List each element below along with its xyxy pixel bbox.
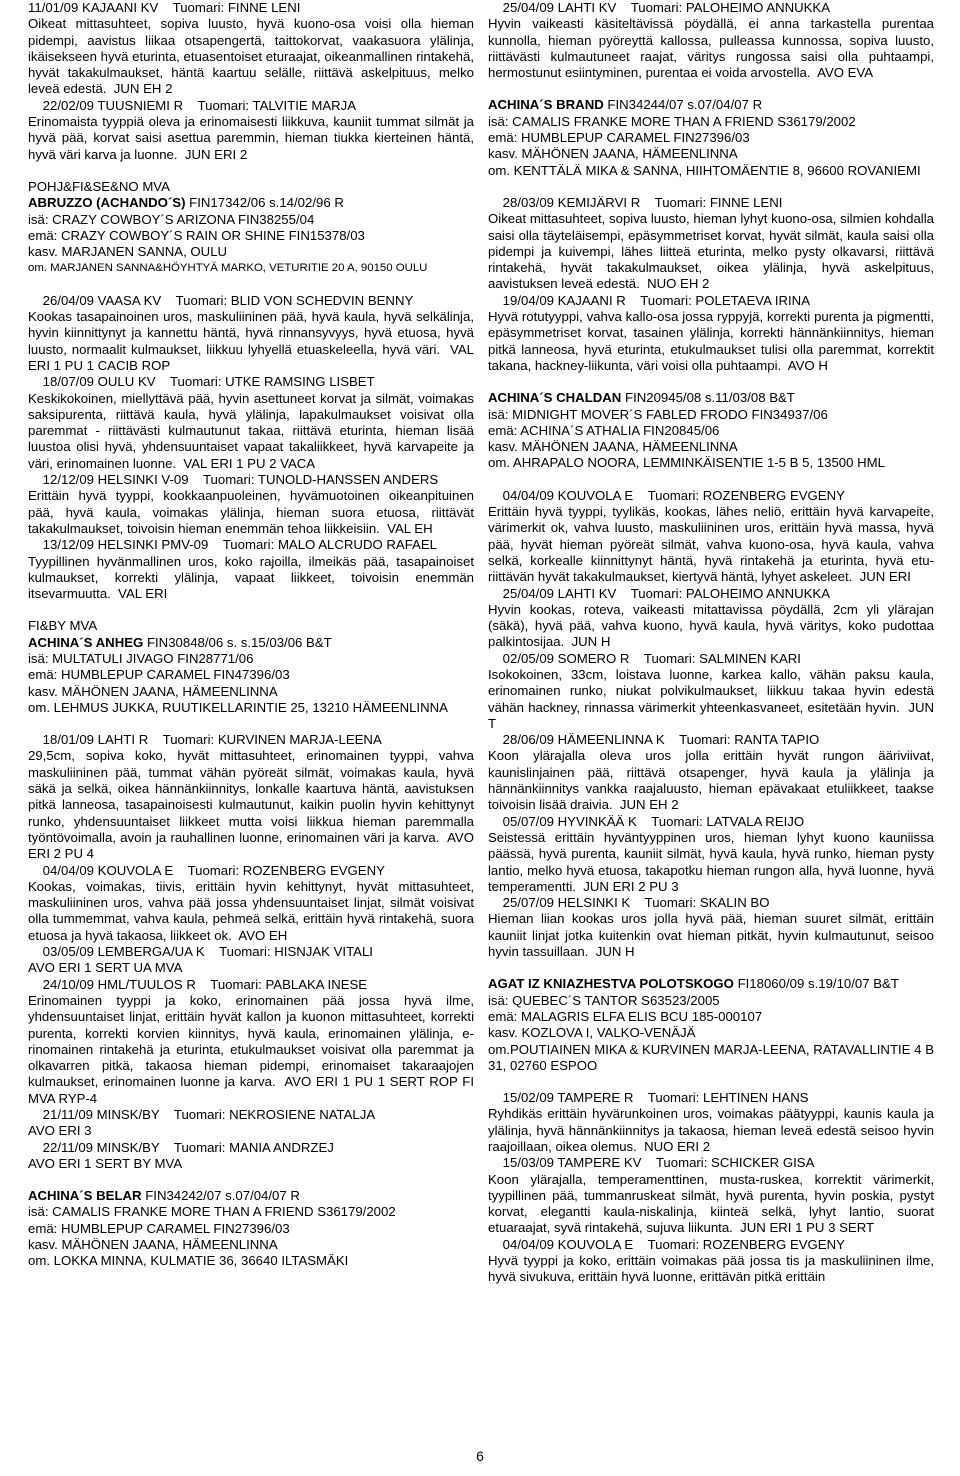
text-line: Isokokoinen, 33cm, loistava luonne, karkea kallo, vähän paksu kaula, erinomainen runko, niukat polvikulmaukset, liikkuu takaa hyvin edestä vähän hackney, rinnassa värimerkit yhteenkasvaneet, esitetään hyvin. JUN T bbox=[488, 666, 938, 731]
text-line: 25/04/09 LAHTI KV Tuomari: PALOHEIMO ANNUKKA bbox=[488, 0, 831, 15]
text-line: Erittäin hyvä tyyppi, tyylikäs, kookas, lähes neliö, erittäin hyvä karvapeite, värimerkit ok, vahva luusto, maskuliininen uros, erittäin hyvä massa, hyvä pää, hyvät hieman pyöreät silmät, vahva kuono-osa, hyvä kaula, vahva selkä, korkealle kiinnittynyt häntä, hyvä rintakehä ja eturinta, hyvä etu- riittävän hyvät takakulmaukset, kiertyvä häntä, lyhyet askeleet. JUN ERI bbox=[488, 504, 938, 585]
text-line: Koon ylärajalla, temperamenttinen, musta-ruskea, korrektit värimerkit, tyypillinen pää, tummanruskeat silmät, hyvä purenta, hyvin poskia, pystyt korvat, elegantti kaula-niskalinja, kiinteä selkä, lyhyt lantio, suorat etuaraajat, syvä rintakehä, sujuva liikunta. JUN ERI 1 PU 3 SERT bbox=[488, 1171, 938, 1236]
dog-name: ACHINA´S CHALDAN bbox=[488, 390, 622, 406]
text-line: kasv. MARJANEN SANNA, OULU bbox=[28, 244, 228, 260]
dog-name: AGAT IZ KNIAZHESTVA POLOTSKOGO bbox=[488, 976, 734, 992]
text-line: 04/04/09 KOUVOLA E Tuomari: ROZENBERG EVGENY bbox=[488, 1236, 845, 1252]
text-line: emä: ACHINA´S ATHALIA FIN20845/06 bbox=[488, 422, 720, 438]
text-line: FI&BY MVA bbox=[28, 618, 98, 634]
text-line: om. AHRAPALO NOORA, LEMMINKÄISENTIE 1-5 B 5, 13500 HML bbox=[488, 455, 885, 471]
dog-name: ABRUZZO (ACHANDO´S) bbox=[28, 195, 186, 211]
text-line: emä: HUMBLEPUP CARAMEL FIN27396/03 bbox=[28, 1220, 290, 1236]
text-line: Ryhdikäs erittäin hyvärunkoinen uros, voimakas päätyyppi, kaunis kaula ja ylälinja, hyvä hännänkiinnitys ja takaosa, hieman leveä edestä seisoo hyvin raajoillaan, oikea olemus. NUO ERI 2 bbox=[488, 1106, 938, 1154]
text-line: 29,5cm, sopiva koko, hyvät mittasuhteet, erinomainen tyyppi, vahva maskuliininen pää, tummat vähän pyöreät silmät, voimakas kaula, hyvä säkä ja selkä, oikea hännänkiinnitys, lonkalle kaartuva häntä, aavistuksen pitkä lanneosa, tasapainoisesti kulmautunut, kaikin puolin hyvin kehittynyt runko, yhdensuuntaiset liikkeet mutta voisi liikkua hieman paremmalla työntövoimalla, avoin ja rauhallinen luonne, erinomainen väri ja karva. AVO ERI 2 PU 4 bbox=[28, 748, 478, 862]
text-line: POHJ&FI&SE&NO MVA bbox=[28, 178, 170, 194]
text-line: emä: MALAGRIS ELFA ELIS BCU 185-000107 bbox=[488, 1008, 763, 1024]
text-line: 13/12/09 HELSINKI PMV-09 Tuomari: MALO ALCRUDO RAFAEL bbox=[28, 537, 437, 553]
paragraph-gap bbox=[488, 179, 934, 195]
text-line: isä: MIDNIGHT MOVER´S FABLED FRODO FIN34937/06 bbox=[488, 406, 828, 422]
text-line: kasv. MÄHÖNEN JAANA, HÄMEENLINNA bbox=[488, 439, 738, 455]
left-column bbox=[28, 0, 478, 1270]
text-line: 22/11/09 MINSK/BY Tuomari: MANIA ANDRZEJ bbox=[28, 1139, 334, 1155]
registration-info: FIN30848/06 s. s.15/03/06 B&T bbox=[143, 634, 332, 650]
text-line: 21/11/09 MINSK/BY Tuomari: NEKROSIENE NATALJA bbox=[28, 1107, 376, 1122]
text-line: isä: CRAZY COWBOY´S ARIZONA FIN38255/04 bbox=[28, 211, 315, 227]
paragraph-gap bbox=[488, 1074, 934, 1090]
paragraph-gap bbox=[28, 1172, 474, 1188]
dog-entry-title bbox=[488, 97, 934, 113]
right-column bbox=[488, 0, 938, 1286]
text-line: 04/04/09 KOUVOLA E Tuomari: ROZENBERG EVGENY bbox=[28, 862, 385, 878]
text-line: 22/02/09 TUUSNIEMI R Tuomari: TALVITIE MARJA bbox=[28, 97, 357, 113]
text-line: om. LEHMUS JUKKA, RUUTIKELLARINTIE 25, 13210 HÄMEENLINNA bbox=[28, 699, 448, 715]
text-line: Erinomaista tyyppiä oleva ja erinomaisesti liikkuva, kauniit tummat silmät ja hyvä pää, korvat saisi asettua paremmin, hieman tiukka kierteinen häntä, hyvä väri karva ja luonne. JUN ERI 2 bbox=[28, 114, 478, 162]
text-line: kasv. MÄHÖNEN JAANA, HÄMEENLINNA bbox=[28, 1237, 278, 1253]
dog-entry-title bbox=[488, 976, 934, 992]
text-line: 03/05/09 LEMBERGA/UA K Tuomari: HISNJAK VITALI bbox=[28, 944, 373, 960]
text-line: om. KENTTÄLÄ MIKA & SANNA, HIIHTOMÄENTIE 8, 96600 ROVANIEMI bbox=[488, 162, 921, 178]
text-line: om. MARJANEN SANNA&HÖYHTYÄ MARKO, VETURITIE 20 A, 90150 OULU bbox=[28, 262, 428, 275]
dog-entry-title bbox=[28, 1188, 474, 1204]
text-line: Kookas tasapainoinen uros, maskuliininen pää, hyvä kaula, hyvä selkälinja, hyvin kiinnittynyt ja kannettu häntä, hyvä rinnansyvyys, hyvä etuosa, hyvä luusto, normaalit kulmaukset, liikkuu lyhyellä etuaskeleella, hyvä väri. VAL ERI 1 PU 1 CACIB ROP bbox=[28, 309, 478, 373]
paragraph-gap bbox=[488, 960, 934, 976]
registration-info: FI18060/09 s.19/10/07 B&T bbox=[733, 976, 899, 992]
text-line: AVO ERI 3 bbox=[28, 1123, 92, 1139]
registration-info: FIN17342/06 s.14/02/96 R bbox=[185, 195, 344, 211]
dog-name: ACHINA´S ANHEG bbox=[28, 634, 144, 650]
text-line: Koon ylärajalla oleva uros jolla erittäin hyvät rungon ääriviivat, kaunislinjainen pää, riittävä otsapenger, hyvä kaula ja ylälinja ja hännänkiinnitys vankka raajaluusto, hieman epävakaat etuliikkeet, taakse toivoisin lisää draivia. JUN EH 2 bbox=[488, 748, 938, 813]
text-line: 05/07/09 HYVINKÄÄ K Tuomari: LATVALA REIJO bbox=[488, 813, 805, 829]
text-line: Erittäin hyvä tyyppi, kookkaanpuoleinen, hyvämuotoinen oikeanpituinen pää, hyvä kaula, voimakas ylälinja, hieman suora etuosa, riittävät takakulmaukset, toivoisin hieman enemmän tehoa liikkeisiin. VAL EH bbox=[28, 488, 478, 536]
text-line: 19/04/09 KAJAANI R Tuomari: POLETAEVA IRINA bbox=[488, 292, 810, 308]
paragraph-gap bbox=[488, 81, 934, 97]
text-line: om. LOKKA MINNA, KULMATIE 36, 36640 ILTASMÄKI bbox=[28, 1253, 349, 1269]
dog-entry-title bbox=[28, 635, 474, 651]
page-number: 6 bbox=[476, 1448, 484, 1464]
text-line: Hyvin kookas, roteva, vaikeasti mitattavissa pöydällä, 2cm yli ylärajan (säkä), hyvä pää, vahva kuono, hyvä kaula, hyvä väritys, koko pudottaa palkintosijaa. JUN H bbox=[488, 601, 938, 650]
text-line: Hieman liian kookas uros jolla hyvä pää, hieman suuret silmät, erittäin kauniit linjat jotka kuitenkin ovat hieman pitkät, hyvin kulmautunut, seisoo hyvin tassuillaan. JUN H bbox=[488, 911, 938, 960]
paragraph-gap bbox=[488, 472, 934, 488]
text-line: 28/03/09 KEMIJÄRVI R Tuomari: FINNE LENI bbox=[488, 194, 783, 210]
text-line: emä: CRAZY COWBOY´S RAIN OR SHINE FIN15378/03 bbox=[28, 227, 365, 243]
text-line: Seistessä erittäin hyväntyyppinen uros, hieman lyhyt kuono kauniissa päässä, hyvä purenta, kauniit silmät, hyvä kaula, hyvä runko, hieman pysty lantio, melko hyvä etuosa, takapotku hieman rungon alla, hyvä luonne, hyvä temperamentti. JUN ERI 2 PU 3 bbox=[488, 829, 938, 894]
text-line: AVO ERI 1 SERT BY MVA bbox=[28, 1155, 183, 1171]
paragraph-gap bbox=[28, 163, 474, 179]
dog-name: ACHINA´S BRAND bbox=[488, 97, 604, 113]
text-line: 04/04/09 KOUVOLA E Tuomari: ROZENBERG EVGENY bbox=[488, 487, 845, 503]
text-line: emä: HUMBLEPUP CARAMEL FIN47396/03 bbox=[28, 667, 290, 683]
text-line: kasv. MÄHÖNEN JAANA, HÄMEENLINNA bbox=[28, 683, 278, 699]
text-line: Erinomainen tyyppi ja koko, erinomainen pää jossa hyvä ilme, yhdensuuntaiset linjat, erittäin hyvät kallon ja kuonon mittasuhteet, korrekti purenta, korrekti korvien kiinnitys, hyvä kaula, erinomainen ylälinja, e-rinomainen rintakehä ja eturinta, etukulmaukset voisivat olla paremmat ja olkavarren pitkä, takaosa hieman pidempi, erinomaiset takaraajojen kulmaukset, erinomainen luonne ja karva. AVO ERI 1 PU 1 SERT ROP FI MVA RYP-4 bbox=[28, 992, 478, 1106]
text-line: 18/01/09 LAHTI R Tuomari: KURVINEN MARJA-LEENA bbox=[28, 732, 382, 748]
text-line: 11/01/09 KAJAANI KV Tuomari: FINNE LENI bbox=[28, 0, 301, 15]
text-line: 25/04/09 LAHTI KV Tuomari: PALOHEIMO ANNUKKA bbox=[488, 585, 831, 601]
text-line: 26/04/09 VAASA KV Tuomari: BLID VON SCHEDVIN BENNY bbox=[28, 292, 414, 308]
paragraph-gap bbox=[28, 716, 474, 732]
paragraph-gap bbox=[28, 602, 474, 618]
text-line: 02/05/09 SOMERO R Tuomari: SALMINEN KARI bbox=[488, 650, 801, 666]
text-line: Kookas, voimakas, tiivis, erittäin hyvin kehittynyt, hyvät mittasuhteet, maskuliininen uros, vahva pää jossa yhdensuuntaiset linjat, silmät voisivat olla tummemmat, vahva kaula, pehmeä selkä, erittäin hyvä rintakehä, suora etuosa ja hyvä takaosa, liikkeet ok. AVO EH bbox=[28, 878, 478, 943]
text-line: 18/07/09 OULU KV Tuomari: UTKE RAMSING LISBET bbox=[28, 374, 375, 390]
text-line: om.POUTIAINEN MIKA & KURVINEN MARJA-LEENA, RATAVALLINTIE 4 B 31, 02760 ESPOO bbox=[488, 1041, 938, 1073]
text-line: Hyvä tyyppi ja koko, erittäin voimakas pää jossa tis ja maskuliininen ilme, hyvä sivukuva, erittäin hyvä luonne, erittävän pitkä erittäin bbox=[488, 1253, 938, 1285]
paragraph-gap bbox=[488, 374, 934, 390]
text-line: Tyypillinen hyvänmallinen uros, koko rajoilla, ilmeikäs pää, tasapainoiset kulmaukset, korrekti ylälinja, vapaat liikkeet, toivoisin enemmän itsevarmuutta. VAL ERI bbox=[28, 553, 478, 602]
registration-info: FIN34244/07 s.07/04/07 R bbox=[603, 97, 763, 113]
text-line: isä: MULTATULI JIVAGO FIN28771/06 bbox=[28, 650, 254, 666]
text-line: Oikeat mittasuhteet, sopiva luusto, hieman lyhyt kuono-osa, silmien kohdalla saisi olla täyteläisempi, epäsymmetriset korvat, hyvät silmät, kaula saisi olla pidempi ja kuivempi, lähes liitteä eturinta, melko pysty olkavarsi, riittävä rintakehä, hyvät takakulmaukset, oikea ylälinja, hyvä askelpituus, aavistuksen leveä edestä. NUO EH 2 bbox=[488, 211, 938, 292]
text-line: 24/10/09 HML/TUULOS R Tuomari: PABLAKA INESE bbox=[28, 976, 368, 992]
text-line: 28/06/09 HÄMEENLINNA K Tuomari: RANTA TAPIO bbox=[488, 732, 820, 748]
registration-info: FIN20945/08 s.11/03/08 B&T bbox=[621, 390, 795, 406]
text-line: isä: CAMALIS FRANKE MORE THAN A FRIEND S36179/2002 bbox=[488, 113, 856, 129]
text-line: isä: CAMALIS FRANKE MORE THAN A FRIEND S36179/2002 bbox=[28, 1204, 396, 1220]
paragraph-gap bbox=[28, 277, 474, 293]
text-line: Keskikokoinen, miellyttävä pää, hyvin asettuneet korvat ja silmät, voimakas saksipurenta, riittävä kaula, hyvä ylälinja, lapakulmaukset voisivat olla paremmat - riittävästi kulmautunut takaa, riittävä eturinta, hieman lisää luustoa olisi hyvä, yhdensuuntaiset vapaat takaliikkeet, hyvä karvapeite ja väri, erinomainen luonne. VAL ERI 1 PU 2 VACA bbox=[28, 390, 478, 471]
text-line: kasv. KOZLOVA I, VALKO-VENÄJÄ bbox=[488, 1025, 696, 1041]
text-line: isä: QUEBEC´S TANTOR S63523/2005 bbox=[488, 992, 720, 1008]
text-line: 12/12/09 HELSINKI V-09 Tuomari: TUNOLD-HANSSEN ANDERS bbox=[28, 472, 439, 488]
text-line: AVO ERI 1 SERT UA MVA bbox=[28, 960, 183, 976]
text-line: Hyvä rotutyyppi, vahva kallo-osa jossa ryppyjä, korrekti purenta ja pigmentti, epäsymmetriset korvat, tasainen ylälinja, korrekti hännänkiinnitys, hieman pitkä lanneosa, hyvä eturinta, etukulmaukset tulisi olla paremmat, korrektit takana, hackney-liikunta, väri voisi olla puhtaampi. AVO H bbox=[488, 309, 938, 373]
text-line: Oikeat mittasuhteet, sopiva luusto, hyvä kuono-osa voisi olla hieman pidempi, aavistus liikaa otsapengertä, taittokorvat, vaakasuora ylälinja, ikäisekseen hyvä eturinta, etuasentoiset eturaajat, oikeanmallinen rintakehä, hyvät takakulmaukset, häntä kaartuu selälle, riittävä askelpituus, melko leveä edestä. JUN EH 2 bbox=[28, 16, 478, 97]
dog-entry-title bbox=[488, 390, 934, 406]
text-line: 15/03/09 TAMPERE KV Tuomari: SCHICKER GISA bbox=[488, 1155, 815, 1171]
text-line: 25/07/09 HELSINKI K Tuomari: SKALIN BO bbox=[488, 895, 770, 911]
text-line: Hyvin vaikeasti käsiteltävissä pöydällä, ei anna tarkastella purentaa kunnolla, hieman pyöreyttä kallossa, pulleassa kunnossa, sopiva luusto, riittävästi kulmautuneet raajat, väritys rungossa saisi olla puhtaampi, hermostunut esiintyminen, purentaa ei voida arvostella. AVO EVA bbox=[488, 16, 938, 81]
dog-name: ACHINA´S BELAR bbox=[28, 1188, 142, 1204]
text-line: emä: HUMBLEPUP CARAMEL FIN27396/03 bbox=[488, 130, 750, 146]
text-line: 15/02/09 TAMPERE R Tuomari: LEHTINEN HANS bbox=[488, 1090, 809, 1106]
dog-entry-title bbox=[28, 195, 474, 211]
registration-info: FIN34242/07 s.07/04/07 R bbox=[141, 1188, 300, 1204]
text-line: kasv. MÄHÖNEN JAANA, HÄMEENLINNA bbox=[488, 146, 738, 162]
